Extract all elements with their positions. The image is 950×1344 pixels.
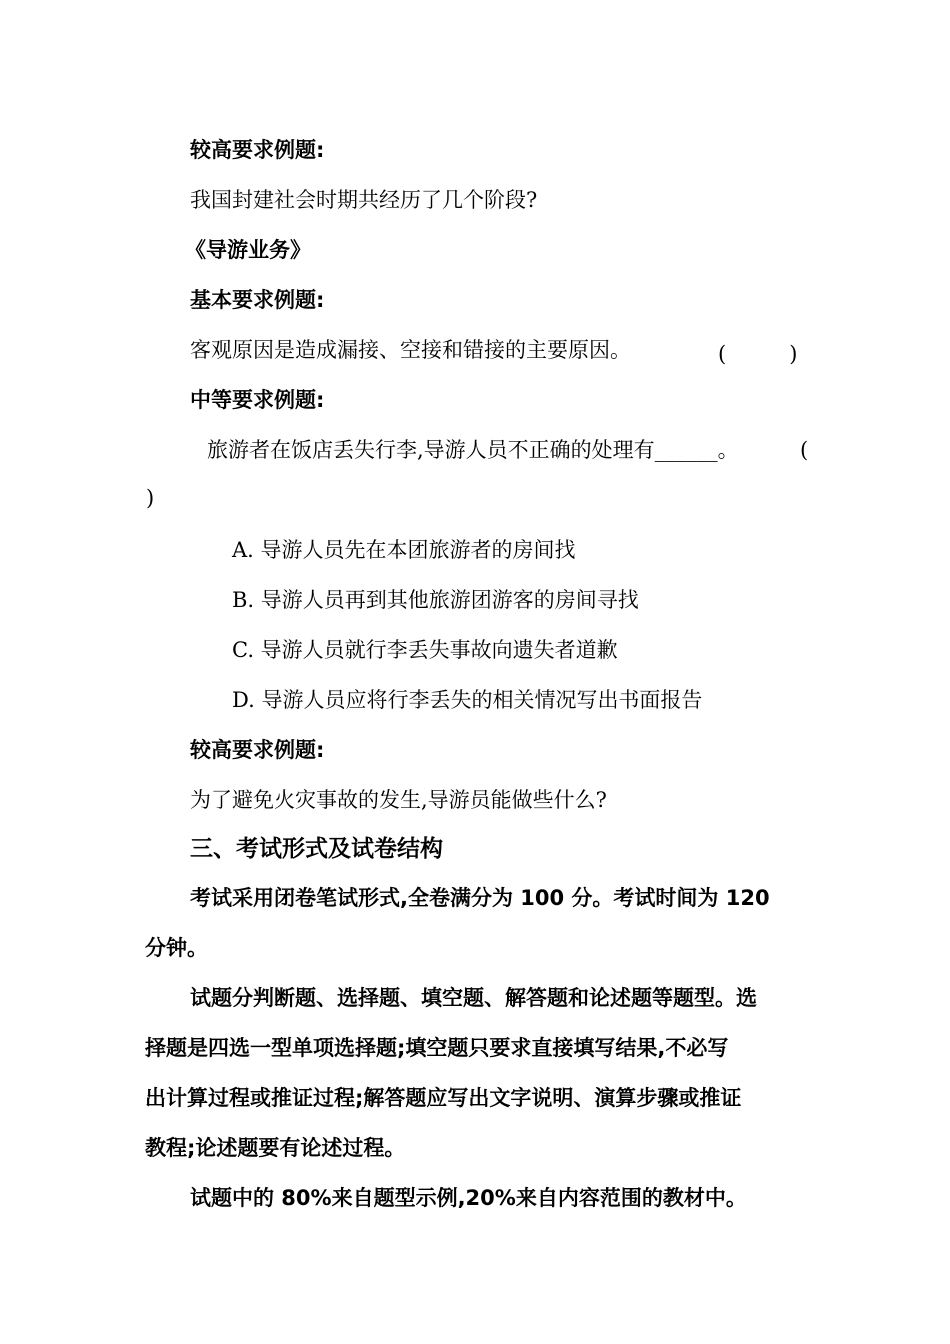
- paragraph-2-line-1: 试题分判断题、选择题、填空题、解答题和论述题等题型。选: [190, 986, 757, 1010]
- section-title: 三、考试形式及试卷结构: [190, 836, 443, 862]
- paragraph-2-line-3: 出计算过程或推证过程;解答题应写出文字说明、演算步骤或推证: [145, 1086, 742, 1110]
- option-b: B. 导游人员再到其他旅游团游客的房间寻找: [232, 588, 639, 612]
- medium-example-heading: 中等要求例题:: [190, 388, 325, 412]
- paragraph-1-line-1: 考试采用闭卷笔试形式,全卷满分为 100 分。考试时间为 120: [190, 886, 770, 910]
- option-c: C. 导游人员就行李丢失事故向遗失者道歉: [232, 638, 618, 662]
- answer-blank: ( ): [718, 342, 798, 366]
- medium-question: 旅游者在饭店丢失行李,导游人员不正确的处理有______。: [207, 438, 739, 462]
- basic-example-heading: 基本要求例题:: [190, 288, 325, 312]
- paragraph-2-line-2: 择题是四选一型单项选择题;填空题只要求直接填写结果,不必写: [145, 1036, 729, 1060]
- basic-question: 客观原因是造成漏接、空接和错接的主要原因。: [190, 338, 631, 362]
- advanced-example-heading: 较高要求例题:: [190, 138, 325, 162]
- paragraph-1-line-2: 分钟。: [145, 936, 208, 960]
- medium-paren-open: (: [800, 438, 809, 462]
- course-title: 《导游业务》: [185, 238, 311, 262]
- option-d: D. 导游人员应将行李丢失的相关情况写出书面报告: [232, 688, 703, 712]
- advanced-example-heading-2: 较高要求例题:: [190, 738, 325, 762]
- advanced-question: 为了避免火灾事故的发生,导游员能做些什么?: [190, 788, 607, 812]
- medium-paren-close: ): [146, 486, 155, 510]
- history-question: 我国封建社会时期共经历了几个阶段?: [190, 188, 538, 212]
- paragraph-3: 试题中的 80%来自题型示例,20%来自内容范围的教材中。: [190, 1186, 747, 1210]
- option-a: A. 导游人员先在本团旅游者的房间找: [232, 538, 576, 562]
- paragraph-2-line-4: 教程;论述题要有论述过程。: [145, 1136, 406, 1160]
